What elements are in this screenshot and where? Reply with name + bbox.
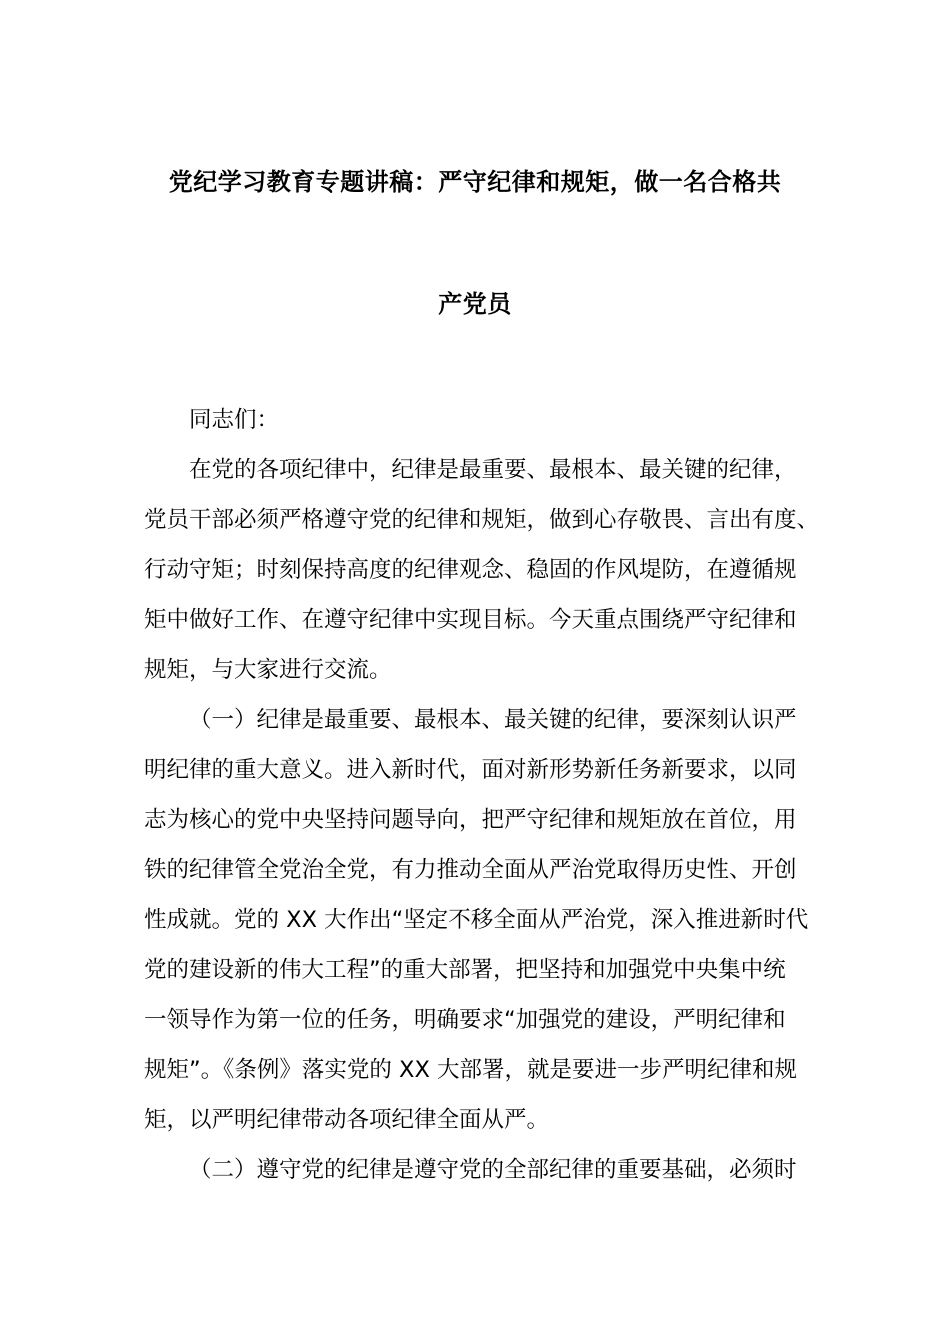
body-line: 规矩”。《条例》落实党的 XX 大部署，就是要进一步严明纪律和规 <box>144 1057 798 1083</box>
body-line: 性成就。党的 XX 大作出“坚定不移全面从严治党，深入推进新时代 <box>144 907 809 933</box>
document-title-line-1: 党纪学习教育专题讲稿：严守纪律和规矩，做一名合格共 <box>168 168 782 196</box>
body-line: 矩，以严明纪律带动各项纪律全面从严。 <box>144 1107 550 1133</box>
body-line: 一领导作为第一位的任务，明确要求“加强党的建设，严明纪律和 <box>144 1007 786 1033</box>
body-line: 党员干部必须严格遵守党的纪律和规矩，做到心存敬畏、言出有度、 <box>144 507 820 533</box>
body-line: 在党的各项纪律中，纪律是最重要、最根本、最关键的纪律， <box>189 457 797 483</box>
salutation: 同志们： <box>189 407 280 433</box>
body-line: 规矩，与大家进行交流。 <box>144 657 392 683</box>
body-line: 志为核心的党中央坚持问题导向，把严守纪律和规矩放在首位，用 <box>144 807 797 833</box>
body-line: 行动守矩；时刻保持高度的纪律观念、稳固的作风堤防，在遵循规 <box>144 557 797 583</box>
body-line: 铁的纪律管全党治全党，有力推动全面从严治党取得历史性、开创 <box>144 857 797 883</box>
body-line: 明纪律的重大意义。进入新时代，面对新形势新任务新要求，以同 <box>144 757 797 783</box>
body-line: 矩中做好工作、在遵守纪律中实现目标。今天重点围绕严守纪律和 <box>144 607 797 633</box>
body-line: 党的建设新的伟大工程”的重大部署，把坚持和加强党中央集中统 <box>144 957 786 983</box>
body-line: （一）纪律是最重要、最根本、最关键的纪律，要深刻认识严 <box>189 707 797 733</box>
document-title-line-2: 产党员 <box>438 290 512 318</box>
body-line: （二）遵守党的纪律是遵守党的全部纪律的重要基础，必须时 <box>189 1157 797 1183</box>
